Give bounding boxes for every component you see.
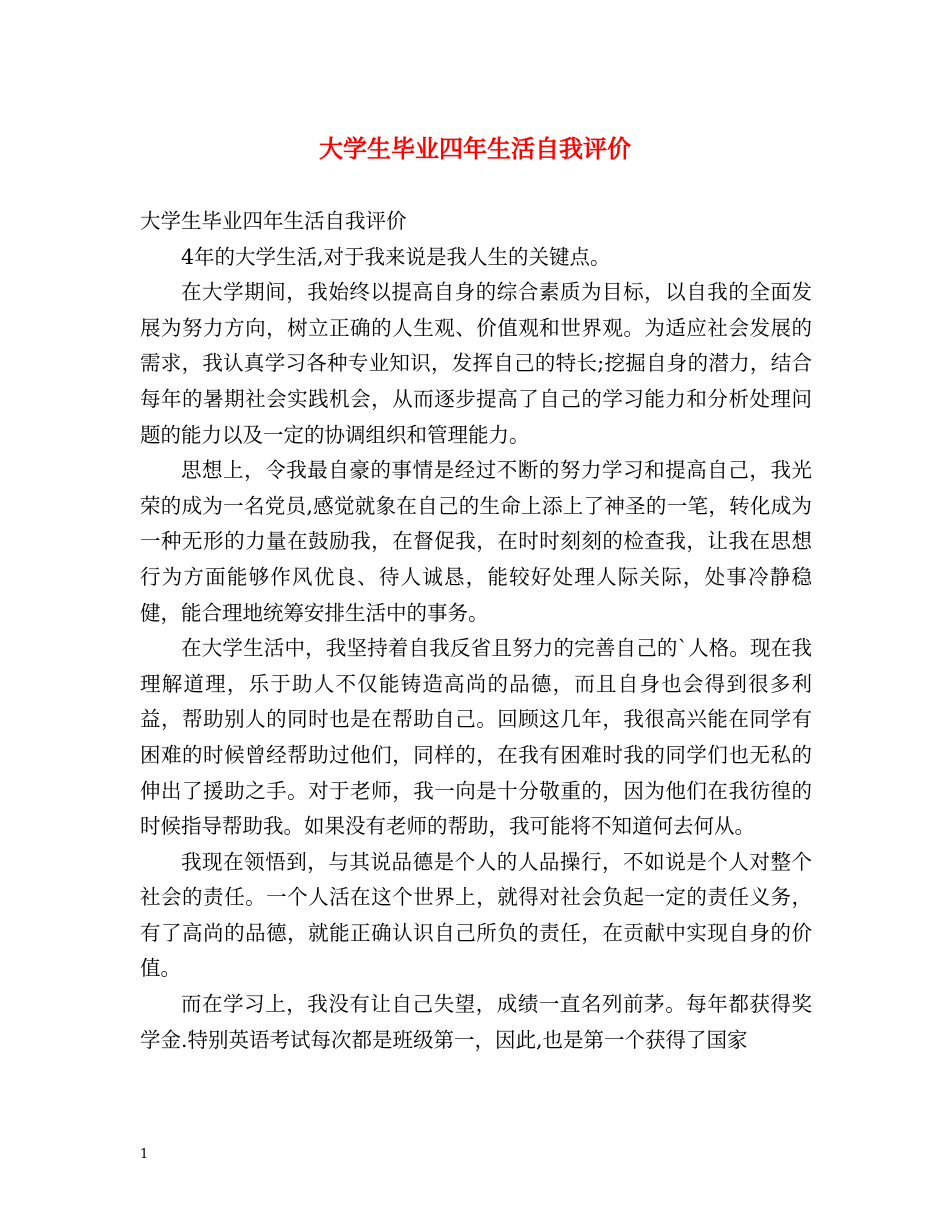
paragraph: 我现在领悟到，与其说品德是个人的人品操行，不如说是个人对整个社会的责任。一个人活在这个世界上，就得对社会负起一定的责任义务，有了高尚的品德，就能正确认识自己所负的责任，在贡献中实现自身的价值。: [140, 849, 812, 981]
paragraph: 4年的大学生活,对于我来说是我人生的关键点。: [181, 244, 611, 269]
paragraph: 在大学期间，我始终以提高自身的综合素质为目标，以自我的全面发展为努力方向，树立正确的人生观、价值观和世界观。为适应社会发展的需求，我认真学习各种专业知识，发挥自己的特长;挖掘自身的潜力，结合每年的暑期社会实践机会，从而逐步提高了自己的学习能力和分析处理问题的能力以及一定的协调组织和管理能力。: [140, 280, 812, 447]
page-number: 1: [140, 1147, 149, 1162]
document-title: 大学生毕业四年生活自我评价: [319, 134, 631, 163]
document-subtitle: 大学生毕业四年生活自我评价: [140, 209, 407, 233]
paragraph: 而在学习上，我没有让自己失望，成绩一直名列前茅。每年都获得奖学金.特别英语考试每次都是班级第一，因此,也是第一个获得了国家: [140, 992, 812, 1052]
paragraph: 在大学生活中，我坚持着自我反省且努力的完善自己的`人格。现在我理解道理，乐于助人不仅能铸造高尚的品德，而且自身也会得到很多利益，帮助别人的同时也是在帮助自己。回顾这几年，我很高兴能在同学有困难的时候曾经帮助过他们，同样的，在我有困难时我的同学们也无私的伸出了援助之手。对于老师，我一向是十分敬重的，因为他们在我彷徨的时候指导帮助我。如果没有老师的帮助，我可能将不知道何去何从。: [140, 636, 812, 839]
paragraph: 思想上，令我最自豪的事情是经过不断的努力学习和提高自己，我光荣的成为一名党员,感觉就象在自己的生命上添上了神圣的一笔，转化成为一种无形的力量在鼓励我，在督促我，在时时刻刻的检查我，让我在思想行为方面能够作风优良、待人诚恳，能较好处理人际关际，处事冷静稳健，能合理地统筹安排生活中的事务。: [140, 458, 812, 625]
document-body: [140, 204, 812, 1058]
